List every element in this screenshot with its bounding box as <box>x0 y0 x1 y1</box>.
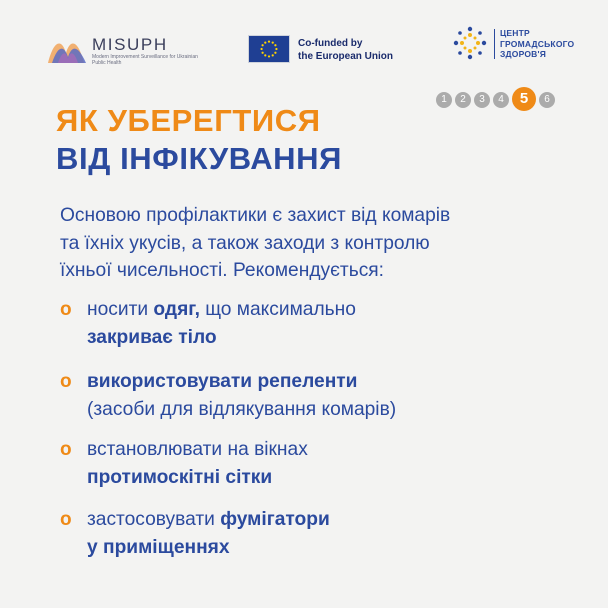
page-dot-2[interactable]: 2 <box>455 92 471 108</box>
eu-cofunded-logo <box>248 35 408 65</box>
item-2-text-b: (засоби для відлякування комарів) <box>87 399 397 420</box>
header-logos <box>0 0 608 80</box>
logo-divider <box>494 29 495 59</box>
page-indicator <box>436 89 576 113</box>
intro-line-1: Основою профілактики є захист від комарів <box>60 205 451 226</box>
item-4-text-a: застосовувати <box>87 509 221 530</box>
item-1-text-a: носити <box>87 299 154 320</box>
bullet-marker: o <box>60 371 72 392</box>
item-2-bold-a: використовувати репеленти <box>87 371 358 392</box>
list-item <box>60 436 607 492</box>
intro-line-2: та їхніх укусів, а також заходи з контролю <box>60 232 430 254</box>
page-dot-1[interactable]: 1 <box>436 92 452 108</box>
misuph-logo <box>46 33 198 69</box>
cgz-text-line1: ЦЕНТР <box>500 28 530 38</box>
bullet-marker: o <box>60 299 72 320</box>
cgz-text-line3: ЗДОРОВ'Я <box>500 49 547 59</box>
bullet-marker: o <box>60 509 72 530</box>
list-item <box>60 368 607 424</box>
title-line-1: ЯК УБЕРЕГТИСЯ <box>56 103 321 138</box>
misuph-wave-icon <box>46 37 90 65</box>
item-3-bold-b: протимоскітні сітки <box>87 467 273 488</box>
eu-flag-icon <box>248 35 290 63</box>
item-4-bold-a: фумігатори <box>220 509 330 530</box>
public-health-center-logo <box>452 25 575 65</box>
title-line-2: ВІД ІНФІКУВАННЯ <box>56 141 343 176</box>
eu-text-line1: Co-funded by <box>298 38 363 49</box>
page-dot-6[interactable]: 6 <box>539 92 555 108</box>
misuph-name: MISUPH <box>92 35 168 54</box>
page-title <box>56 102 342 178</box>
item-1-text-b: що максимально <box>199 299 356 320</box>
page-dot-4[interactable]: 4 <box>493 92 509 108</box>
list-item <box>60 296 607 352</box>
bullet-marker: o <box>60 439 72 460</box>
list-item <box>60 506 607 562</box>
public-health-center-icon <box>452 25 488 61</box>
eu-text-line2: the European Union <box>298 51 393 62</box>
intro-line-3: їхньої чисельності. Рекомендується: <box>60 260 385 281</box>
page-dot-3[interactable]: 3 <box>474 92 490 108</box>
item-4-bold-b: у приміщеннях <box>87 537 230 558</box>
item-1-bold-a: одяг, <box>153 299 200 320</box>
intro-paragraph <box>60 202 580 285</box>
page-dot-5-current[interactable]: 5 <box>512 87 536 111</box>
item-3-text-a: встановлювати на вікнах <box>87 439 308 460</box>
misuph-subtitle: Modern Improvement Surveillance for Ukrainian Public Health <box>92 54 198 66</box>
cgz-text-line2: ГРОМАДСЬКОГО <box>500 38 575 49</box>
item-1-bold-b: закриває тіло <box>87 327 217 348</box>
